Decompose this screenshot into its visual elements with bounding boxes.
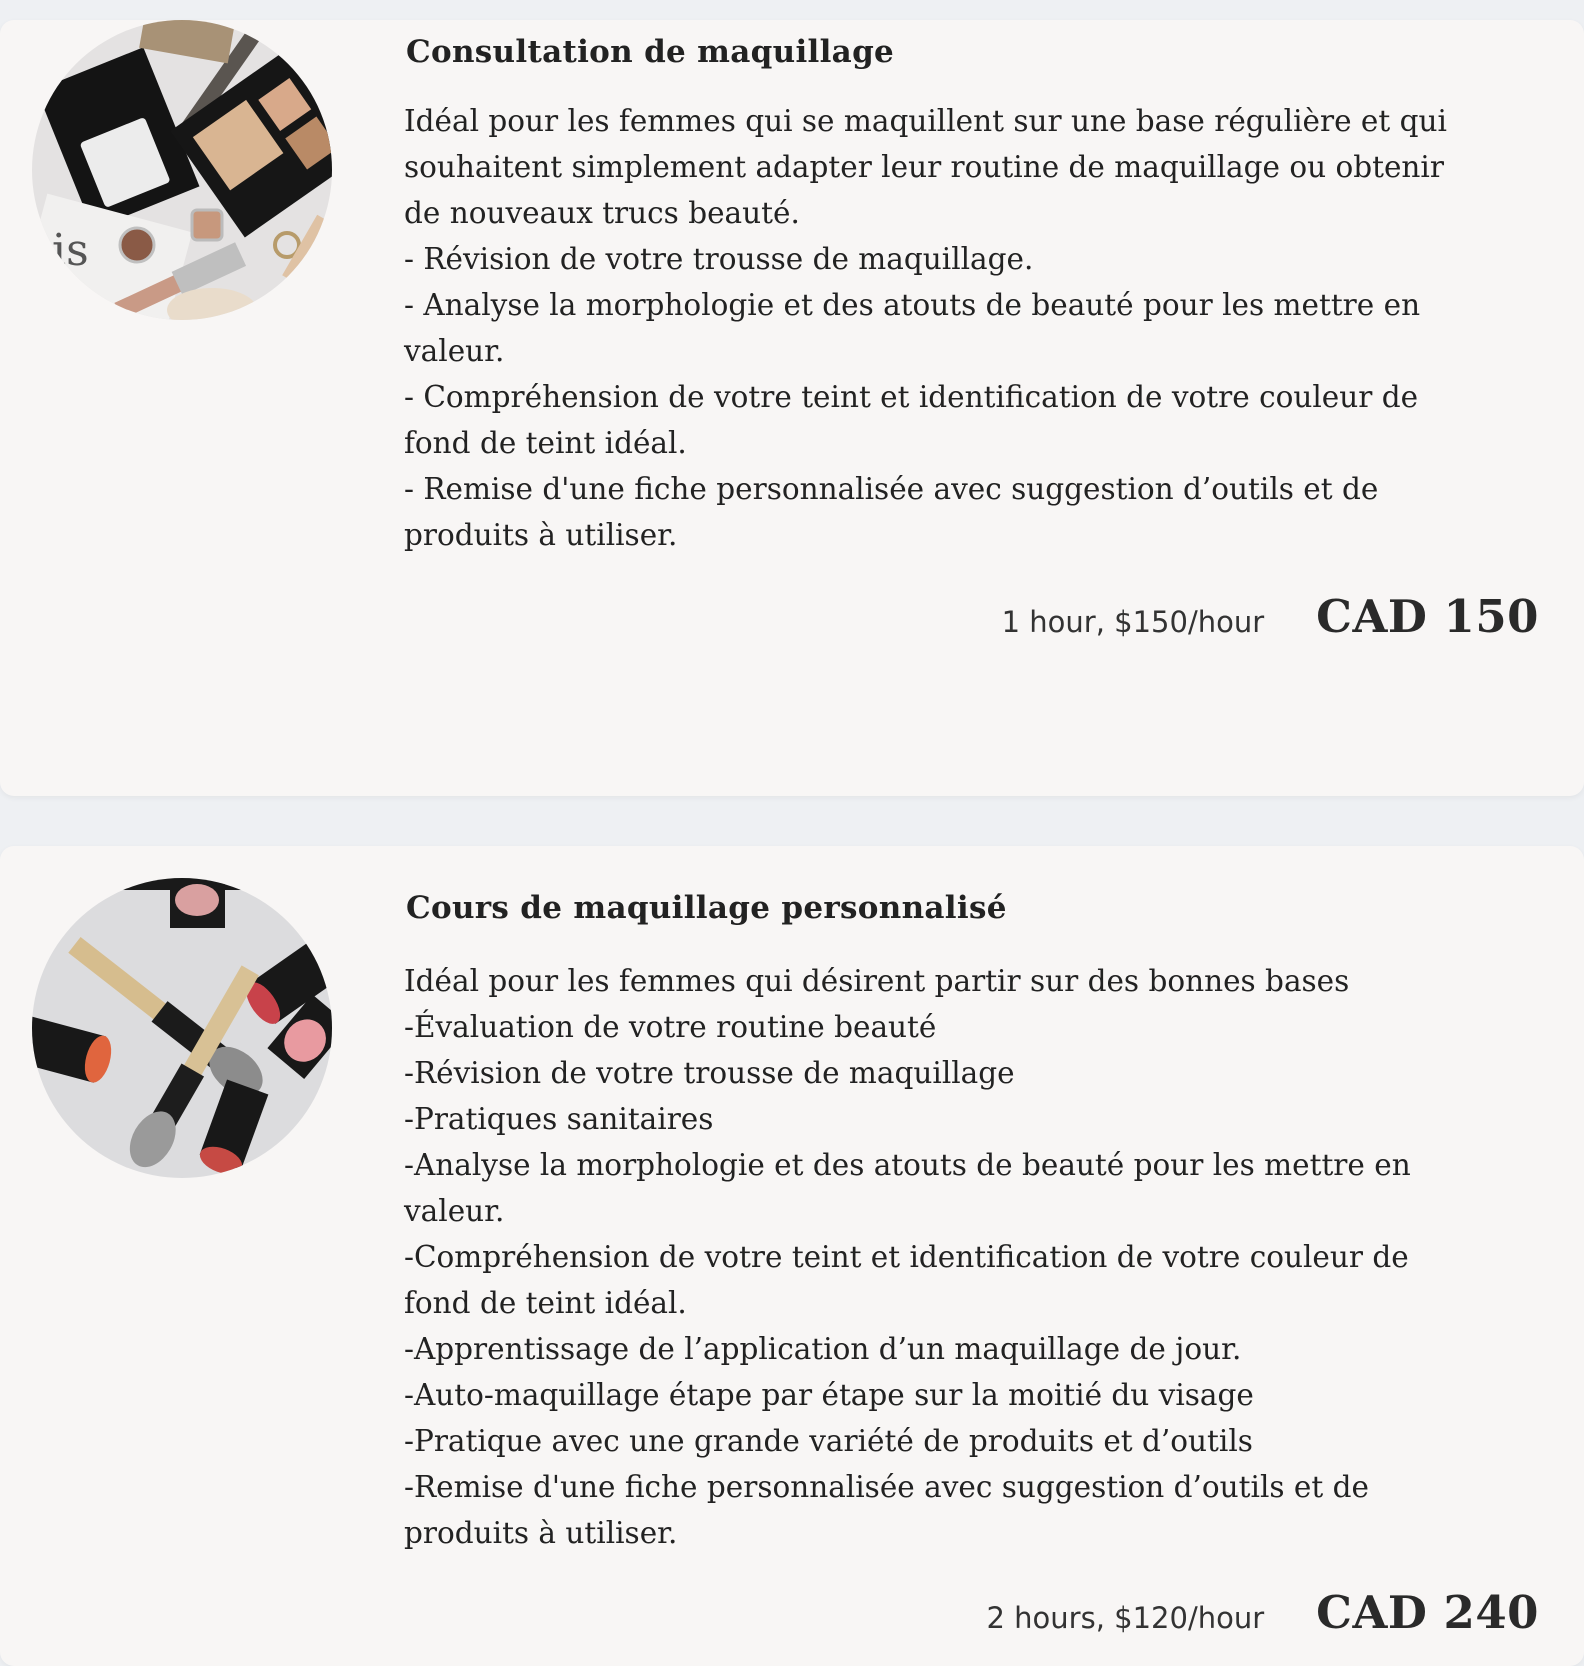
- svg-text:is: is: [52, 225, 89, 276]
- description-line: souhaitent simplement adapter leur routine de maquillage ou obtenir: [404, 150, 1444, 184]
- service-card-cours[interactable]: [0, 846, 1584, 1666]
- service-image-makeup-palette: [32, 20, 332, 320]
- makeup-palette-photo-icon: [32, 20, 332, 320]
- service-title[interactable]: Cours de maquillage personnalisé: [406, 890, 1007, 926]
- description-line: produits à utiliser.: [404, 1516, 678, 1550]
- service-description: [404, 98, 1447, 558]
- service-price: CAD 240: [1316, 1586, 1539, 1639]
- description-line: fond de teint idéal.: [404, 426, 687, 460]
- description-line: -Pratique avec une grande variété de produits et d’outils: [404, 1424, 1253, 1458]
- description-line: -Apprentissage de l’application d’un maquillage de jour.: [404, 1332, 1242, 1366]
- description-line: -Remise d'une fiche personnalisée avec suggestion d’outils et de: [404, 1470, 1369, 1504]
- description-line: de nouveaux trucs beauté.: [404, 196, 800, 230]
- description-line: -Auto-maquillage étape par étape sur la moitié du visage: [404, 1378, 1254, 1412]
- description-line: Idéal pour les femmes qui désirent partir sur des bonnes bases: [404, 964, 1350, 998]
- description-line: valeur.: [404, 334, 505, 368]
- makeup-brushes-photo-icon: [32, 878, 332, 1178]
- description-line: -Compréhension de votre teint et identification de votre couleur de: [404, 1240, 1409, 1274]
- description-line: fond de teint idéal.: [404, 1286, 687, 1320]
- service-duration: 1 hour, $150/hour: [1001, 605, 1265, 639]
- service-title[interactable]: Consultation de maquillage: [406, 34, 895, 70]
- service-card-consultation[interactable]: [0, 20, 1584, 796]
- service-duration: 2 hours, $120/hour: [986, 1601, 1265, 1635]
- description-line: - Compréhension de votre teint et identification de votre couleur de: [404, 380, 1419, 414]
- description-line: - Remise d'une fiche personnalisée avec suggestion d’outils et de: [404, 472, 1379, 506]
- description-line: -Révision de votre trousse de maquillage: [404, 1056, 1015, 1090]
- description-line: valeur.: [404, 1194, 505, 1228]
- description-line: produits à utiliser.: [404, 518, 678, 552]
- service-description: [404, 958, 1424, 1556]
- service-price: CAD 150: [1316, 590, 1539, 643]
- price-row: [987, 1586, 1540, 1639]
- description-line: -Pratiques sanitaires: [404, 1102, 714, 1136]
- price-row: [1002, 590, 1539, 643]
- description-line: -Analyse la morphologie et des atouts de beauté pour les mettre en: [404, 1148, 1411, 1182]
- description-line: - Analyse la morphologie et des atouts de beauté pour les mettre en: [404, 288, 1421, 322]
- service-image-makeup-brushes: [32, 878, 332, 1178]
- description-line: Idéal pour les femmes qui se maquillent sur une base régulière et qui: [404, 104, 1447, 138]
- description-line: -Évaluation de votre routine beauté: [404, 1010, 937, 1044]
- description-line: - Révision de votre trousse de maquillage.: [404, 242, 1034, 276]
